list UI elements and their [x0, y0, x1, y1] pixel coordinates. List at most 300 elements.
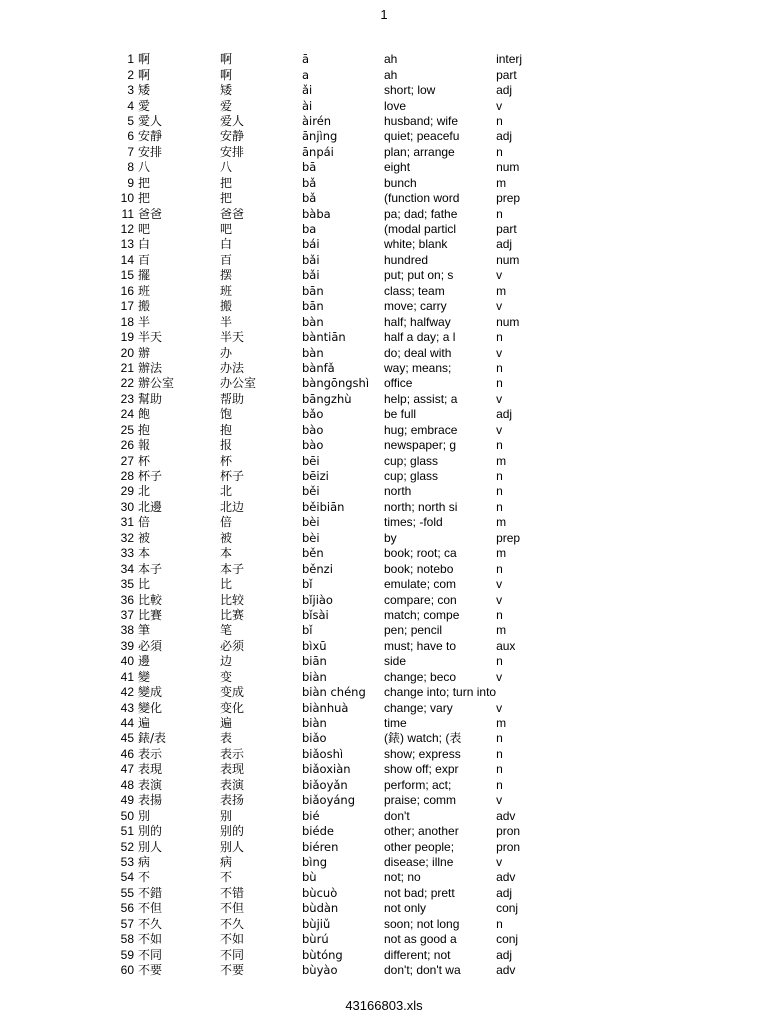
pinyin-cell: ānpái [302, 144, 334, 159]
simplified-cell: 不但 [220, 901, 245, 916]
traditional-cell: 杯子 [138, 469, 163, 484]
traditional-cell: 不同 [138, 947, 163, 962]
pinyin-cell: biǎoyáng [302, 793, 356, 808]
pinyin-cell: běn [302, 546, 324, 561]
table-row [108, 222, 536, 237]
table-row [108, 114, 536, 129]
english-cell: not as good a [384, 932, 457, 947]
traditional-cell: 不如 [138, 932, 163, 947]
part-of-speech-cell: prep [496, 530, 521, 545]
traditional-cell: 擺 [138, 268, 151, 283]
part-of-speech-cell: v [496, 854, 503, 869]
row-number-cell: 35 [120, 577, 134, 592]
simplified-cell: 办公室 [220, 376, 257, 391]
part-of-speech-cell: adj [496, 237, 513, 252]
table-row [108, 824, 536, 839]
pinyin-cell: bēi [302, 453, 320, 468]
part-of-speech-cell: v [496, 299, 503, 314]
traditional-cell: 愛 [138, 98, 151, 113]
simplified-cell: 不如 [220, 932, 245, 947]
traditional-cell: 不 [138, 870, 151, 885]
table-row [108, 160, 536, 175]
traditional-cell: 百 [138, 252, 151, 267]
traditional-cell: 倍 [138, 515, 151, 530]
row-number-cell: 57 [120, 916, 134, 931]
part-of-speech-cell: m [496, 283, 507, 298]
table-row [108, 361, 536, 376]
english-cell: quiet; peacefu [384, 129, 460, 144]
english-cell: cup; glass [384, 469, 439, 484]
english-cell: (modal particl [384, 222, 457, 237]
table-row [108, 237, 536, 252]
simplified-cell: 病 [220, 854, 233, 869]
pinyin-cell: běnzi [302, 561, 333, 576]
english-cell: white; blank [384, 237, 448, 252]
traditional-cell: 飽 [138, 407, 151, 422]
simplified-cell: 啊 [220, 67, 233, 82]
simplified-cell: 爱 [220, 98, 233, 113]
table-row [108, 531, 536, 546]
traditional-cell: 比賽 [138, 607, 163, 622]
english-cell: put; put on; s [384, 268, 454, 283]
part-of-speech-cell: adj [496, 885, 513, 900]
english-cell: (function word [384, 191, 460, 206]
pinyin-cell: ānjìng [302, 129, 338, 144]
pinyin-cell: bā [302, 160, 317, 175]
part-of-speech-cell: conj [496, 901, 519, 916]
traditional-cell: 辦公室 [138, 376, 175, 391]
part-of-speech-cell: n [496, 561, 503, 576]
part-of-speech-cell: m [496, 515, 507, 530]
simplified-cell: 八 [220, 160, 233, 175]
table-row [108, 98, 536, 113]
row-number-cell: 20 [120, 345, 134, 360]
simplified-cell: 别人 [220, 839, 245, 854]
english-cell: be full [384, 407, 417, 422]
row-number-cell: 52 [120, 839, 134, 854]
pinyin-cell: bǐ [302, 577, 313, 592]
simplified-cell: 比较 [220, 592, 245, 607]
table-row [108, 839, 536, 854]
part-of-speech-cell [496, 685, 536, 700]
pinyin-cell: bèi [302, 530, 320, 545]
english-cell: move; carry [384, 299, 447, 314]
simplified-cell: 不同 [220, 947, 245, 962]
english-cell: change; vary [384, 700, 453, 715]
table-row [108, 561, 536, 576]
english-cell: side [384, 654, 407, 669]
row-number-cell: 14 [120, 252, 134, 267]
part-of-speech-cell: v [496, 669, 503, 684]
simplified-cell: 矮 [220, 83, 233, 98]
table-row [108, 284, 536, 299]
traditional-cell: 必須 [138, 638, 163, 653]
pinyin-cell: běibiān [302, 499, 345, 514]
pinyin-cell: bǎ [302, 175, 317, 190]
row-number-cell: 26 [120, 438, 134, 453]
simplified-cell: 表 [220, 731, 233, 746]
english-cell: compare; con [384, 592, 457, 607]
pinyin-cell: bàn [302, 314, 324, 329]
row-number-cell: 7 [127, 144, 134, 159]
traditional-cell: 被 [138, 530, 151, 545]
table-row [108, 392, 536, 407]
part-of-speech-cell: n [496, 144, 503, 159]
table-row [108, 778, 536, 793]
traditional-cell: 矮 [138, 83, 151, 98]
pinyin-cell: bǐsài [302, 607, 329, 622]
part-of-speech-cell: part [496, 222, 517, 237]
pinyin-cell: biǎo [302, 731, 327, 746]
part-of-speech-cell: n [496, 360, 503, 375]
table-row [108, 654, 536, 669]
pinyin-cell: biànhuà [302, 700, 349, 715]
english-cell: time [384, 716, 407, 731]
english-cell: hundred [384, 252, 429, 267]
english-cell: not bad; prett [384, 885, 455, 900]
table-row [108, 67, 536, 82]
table-row [108, 901, 536, 916]
table-row [108, 639, 536, 654]
english-cell: newspaper; g [384, 438, 457, 453]
traditional-cell: 病 [138, 854, 151, 869]
row-number-cell: 6 [127, 129, 134, 144]
row-number-cell: 50 [120, 808, 134, 823]
simplified-cell: 本 [220, 546, 233, 561]
english-cell: different; not [384, 947, 451, 962]
table-row [108, 716, 536, 731]
file-name-footer: 43166803.xls [345, 998, 423, 1013]
table-row [108, 376, 536, 391]
traditional-cell: 愛人 [138, 113, 163, 128]
row-number-cell: 1 [127, 52, 134, 67]
part-of-speech-cell: num [496, 314, 520, 329]
pinyin-cell: bān [302, 299, 324, 314]
traditional-cell: 別的 [138, 824, 163, 839]
traditional-cell: 半 [138, 314, 151, 329]
traditional-cell: 北邊 [138, 499, 163, 514]
table-row [108, 700, 536, 715]
part-of-speech-cell: conj [496, 932, 519, 947]
traditional-cell: 白 [138, 237, 151, 252]
english-cell: match; compe [384, 607, 460, 622]
part-of-speech-cell: pron [496, 839, 521, 854]
row-number-cell: 48 [120, 777, 134, 792]
pinyin-cell: biǎoyǎn [302, 777, 348, 792]
simplified-cell: 变化 [220, 700, 245, 715]
english-cell: office [384, 376, 413, 391]
table-row [108, 947, 536, 962]
row-number-cell: 9 [127, 175, 134, 190]
pinyin-cell: biān [302, 654, 327, 669]
simplified-cell: 表示 [220, 746, 245, 761]
simplified-cell: 帮助 [220, 391, 245, 406]
row-number-cell: 5 [127, 113, 134, 128]
pinyin-cell: bǎo [302, 407, 324, 422]
part-of-speech-cell: m [496, 716, 507, 731]
part-of-speech-cell: num [496, 160, 520, 175]
part-of-speech-cell: adv [496, 808, 516, 823]
pinyin-cell: bǐjiào [302, 592, 333, 607]
simplified-cell: 不久 [220, 916, 245, 931]
simplified-cell: 班 [220, 283, 233, 298]
english-cell: north; north si [384, 499, 458, 514]
traditional-cell: 北 [138, 484, 151, 499]
table-row [108, 886, 536, 901]
pinyin-cell: bēizi [302, 469, 329, 484]
simplified-cell: 变成 [220, 685, 245, 700]
table-row [108, 83, 536, 98]
traditional-cell: 筆 [138, 623, 151, 638]
simplified-cell: 表演 [220, 777, 245, 792]
row-number-cell: 34 [120, 561, 134, 576]
traditional-cell: 不久 [138, 916, 163, 931]
vocabulary-table [108, 52, 536, 978]
pinyin-cell: bùcuò [302, 885, 338, 900]
simplified-cell: 北边 [220, 499, 245, 514]
pinyin-cell: bào [302, 438, 324, 453]
pinyin-cell: bùrú [302, 932, 329, 947]
pinyin-cell: bāngzhù [302, 391, 352, 406]
part-of-speech-cell: adj [496, 83, 513, 98]
table-row [108, 623, 536, 638]
pinyin-cell: bān [302, 283, 324, 298]
part-of-speech-cell: adj [496, 947, 513, 962]
pinyin-cell: bào [302, 422, 324, 437]
traditional-cell: 不錯 [138, 885, 163, 900]
pinyin-cell: biéde [302, 824, 334, 839]
traditional-cell: 啊 [138, 52, 151, 67]
english-cell: do; deal with [384, 345, 452, 360]
traditional-cell: 遍 [138, 716, 151, 731]
traditional-cell: 辦法 [138, 360, 163, 375]
table-row [108, 808, 536, 823]
pinyin-cell: bǎ [302, 191, 317, 206]
english-cell: by [384, 530, 397, 545]
traditional-cell: 抱 [138, 422, 151, 437]
pinyin-cell: biǎoxiàn [302, 762, 351, 777]
english-cell: half a day; a l [384, 330, 456, 345]
pinyin-cell: ba [302, 222, 317, 237]
english-cell: perform; act; [384, 777, 452, 792]
english-cell: eight [384, 160, 411, 175]
part-of-speech-cell: n [496, 330, 503, 345]
traditional-cell: 把 [138, 191, 151, 206]
traditional-cell: 比較 [138, 592, 163, 607]
simplified-cell: 比 [220, 577, 233, 592]
simplified-cell: 别 [220, 808, 233, 823]
traditional-cell: 杯 [138, 453, 151, 468]
pinyin-cell: bànfǎ [302, 360, 335, 375]
table-row [108, 191, 536, 206]
part-of-speech-cell: adj [496, 407, 513, 422]
simplified-cell: 不要 [220, 963, 245, 978]
part-of-speech-cell: pron [496, 824, 521, 839]
simplified-cell: 杯子 [220, 469, 245, 484]
english-cell: class; team [384, 283, 445, 298]
part-of-speech-cell: n [496, 762, 503, 777]
pinyin-cell: a [302, 67, 310, 82]
simplified-cell: 吧 [220, 222, 233, 237]
traditional-cell: 安靜 [138, 129, 163, 144]
row-number-cell: 18 [120, 314, 134, 329]
part-of-speech-cell: m [496, 546, 507, 561]
table-row [108, 469, 536, 484]
pinyin-cell: bìxū [302, 638, 327, 653]
english-cell: times; -fold [384, 515, 443, 530]
english-cell: pen; pencil [384, 623, 443, 638]
pinyin-cell: àirén [302, 113, 332, 128]
part-of-speech-cell: adj [496, 129, 513, 144]
row-number-cell: 12 [120, 222, 134, 237]
row-number-cell: 40 [120, 654, 134, 669]
row-number-cell: 54 [120, 870, 134, 885]
row-number-cell: 51 [120, 824, 134, 839]
traditional-cell: 變化 [138, 700, 163, 715]
part-of-speech-cell: n [496, 469, 503, 484]
row-number-cell: 8 [127, 160, 134, 175]
row-number-cell: 44 [120, 716, 134, 731]
row-number-cell: 41 [120, 669, 134, 684]
simplified-cell: 不 [220, 870, 233, 885]
english-cell: help; assist; a [384, 391, 458, 406]
simplified-cell: 倍 [220, 515, 233, 530]
english-cell: ah [384, 67, 398, 82]
pinyin-cell: bǎi [302, 268, 320, 283]
table-row [108, 747, 536, 762]
traditional-cell: 別人 [138, 839, 163, 854]
pinyin-cell: bié [302, 808, 320, 823]
part-of-speech-cell: n [496, 777, 503, 792]
simplified-cell: 笔 [220, 623, 233, 638]
table-row [108, 546, 536, 561]
simplified-cell: 饱 [220, 407, 233, 422]
traditional-cell: 把 [138, 175, 151, 190]
part-of-speech-cell: n [496, 438, 503, 453]
traditional-cell: 啊 [138, 67, 151, 82]
part-of-speech-cell: adv [496, 963, 516, 978]
traditional-cell: 別 [138, 808, 151, 823]
part-of-speech-cell: v [496, 700, 503, 715]
row-number-cell: 17 [120, 299, 134, 314]
traditional-cell: 吧 [138, 222, 151, 237]
english-cell: must; have to [384, 638, 457, 653]
row-number-cell: 13 [120, 237, 134, 252]
simplified-cell: 搬 [220, 299, 233, 314]
english-cell: plan; arrange [384, 144, 455, 159]
part-of-speech-cell: v [496, 592, 503, 607]
row-number-cell: 32 [120, 530, 134, 545]
traditional-cell: 報 [138, 438, 151, 453]
row-number-cell: 3 [127, 83, 134, 98]
part-of-speech-cell: n [496, 499, 503, 514]
traditional-cell: 表揚 [138, 793, 163, 808]
pinyin-cell: biàn chéng [302, 685, 366, 700]
table-row [108, 407, 536, 422]
pinyin-cell: běi [302, 484, 320, 499]
table-row [108, 855, 536, 870]
traditional-cell: 本 [138, 546, 151, 561]
row-number-cell: 21 [120, 360, 134, 375]
simplified-cell: 把 [220, 191, 233, 206]
part-of-speech-cell: prep [496, 191, 521, 206]
part-of-speech-cell: v [496, 422, 503, 437]
traditional-cell: 變 [138, 669, 151, 684]
english-cell: don't; don't wa [384, 963, 461, 978]
table-row [108, 314, 536, 329]
traditional-cell: 安排 [138, 144, 163, 159]
simplified-cell: 爱人 [220, 113, 245, 128]
pinyin-cell: bùjiǔ [302, 916, 331, 931]
traditional-cell: 邊 [138, 654, 151, 669]
table-row [108, 438, 536, 453]
row-number-cell: 55 [120, 885, 134, 900]
table-row [108, 793, 536, 808]
traditional-cell: 表現 [138, 762, 163, 777]
table-row [108, 52, 536, 67]
traditional-cell: 搬 [138, 299, 151, 314]
pinyin-cell: bù [302, 870, 317, 885]
row-number-cell: 42 [120, 685, 134, 700]
row-number-cell: 28 [120, 469, 134, 484]
english-cell: don't [384, 808, 410, 823]
row-number-cell: 47 [120, 762, 134, 777]
table-row [108, 484, 536, 499]
part-of-speech-cell: n [496, 746, 503, 761]
part-of-speech-cell: n [496, 206, 503, 221]
simplified-cell: 办 [220, 345, 233, 360]
row-number-cell: 16 [120, 283, 134, 298]
table-row [108, 206, 536, 221]
part-of-speech-cell: v [496, 98, 503, 113]
english-cell: show off; expr [384, 762, 459, 777]
english-cell: book; notebo [384, 561, 454, 576]
simplified-cell: 半天 [220, 330, 245, 345]
pinyin-cell: bèi [302, 515, 320, 530]
row-number-cell: 49 [120, 793, 134, 808]
table-row [108, 685, 536, 700]
table-row [108, 577, 536, 592]
part-of-speech-cell: aux [496, 638, 516, 653]
part-of-speech-cell: n [496, 376, 503, 391]
english-cell: ah [384, 52, 398, 67]
english-cell: cup; glass [384, 453, 439, 468]
row-number-cell: 37 [120, 607, 134, 622]
pinyin-cell: ài [302, 98, 313, 113]
english-cell: emulate; com [384, 577, 457, 592]
part-of-speech-cell: interj [496, 52, 523, 67]
english-cell: (錶) watch; (表 [384, 731, 462, 746]
english-cell: half; halfway [384, 314, 451, 329]
table-row [108, 129, 536, 144]
english-cell: short; low [384, 83, 436, 98]
part-of-speech-cell: v [496, 268, 503, 283]
pinyin-cell: biéren [302, 839, 339, 854]
table-row [108, 345, 536, 360]
table-row [108, 500, 536, 515]
part-of-speech-cell: n [496, 916, 503, 931]
english-cell: not only [384, 901, 427, 916]
english-cell: love [384, 98, 407, 113]
traditional-cell: 八 [138, 160, 151, 175]
english-cell: other; another [384, 824, 459, 839]
row-number-cell: 2 [127, 67, 134, 82]
traditional-cell: 變成 [138, 685, 163, 700]
row-number-cell: 29 [120, 484, 134, 499]
part-of-speech-cell: adv [496, 870, 516, 885]
traditional-cell: 本子 [138, 561, 163, 576]
simplified-cell: 别的 [220, 824, 245, 839]
